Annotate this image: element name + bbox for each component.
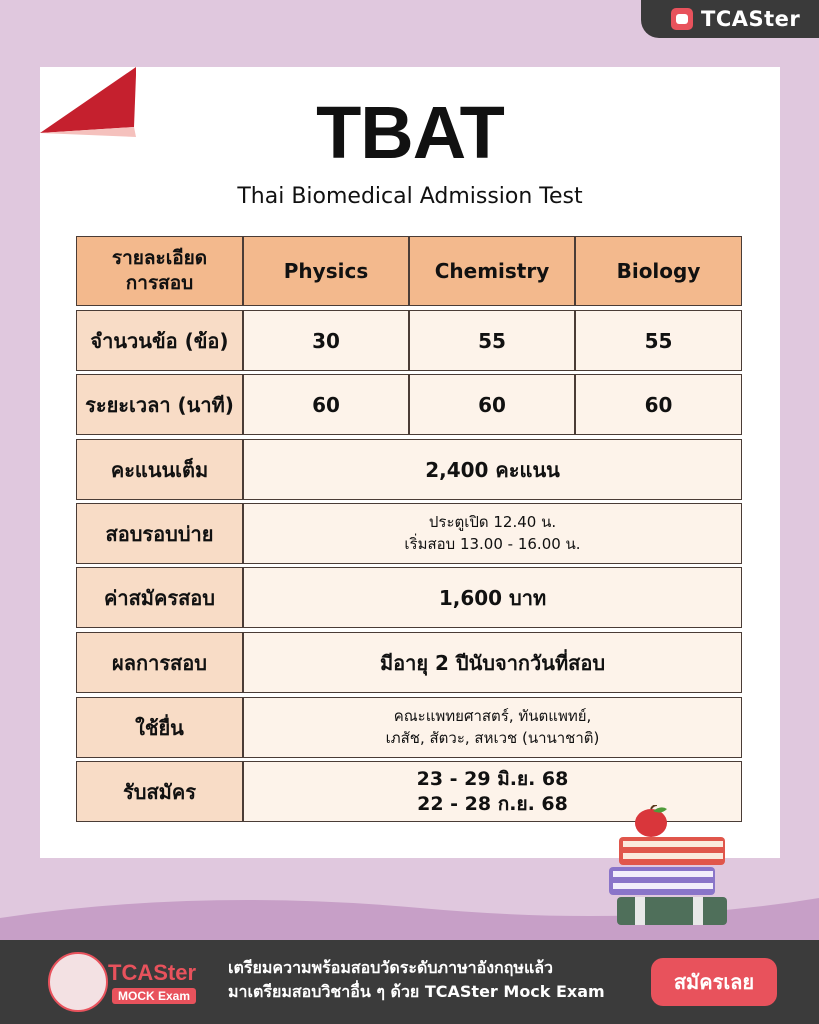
footer-message-line: เตรียมความพร้อมสอบวัดระดับภาษาอังกฤษแล้ว	[228, 958, 554, 977]
mock-logo-subtitle: MOCK Exam	[112, 988, 196, 1004]
row-value-line: 22 - 28 ก.ย. 68	[417, 792, 568, 815]
table-header-row	[76, 236, 742, 306]
row-value: มีอายุ 2 ปีนับจากวันที่สอบ	[243, 632, 742, 693]
footer-message	[228, 956, 605, 1004]
physics-value: 60	[243, 374, 409, 435]
books-apple-icon	[605, 805, 735, 927]
header-details-line1: รายละเอียด	[111, 247, 208, 270]
row-label: รับสมัคร	[76, 761, 243, 822]
header-biology: Biology	[575, 236, 742, 306]
table-row	[76, 503, 742, 564]
row-value	[243, 697, 742, 758]
chemistry-value: 60	[409, 374, 575, 435]
chemistry-value: 55	[409, 310, 575, 371]
table-row	[76, 374, 742, 435]
physics-value: 30	[243, 310, 409, 371]
header-details	[76, 236, 243, 306]
header-details-line2: การสอบ	[125, 272, 194, 294]
page-title: TBAT	[316, 91, 504, 174]
row-value-line: เภสัช, สัตวะ, สหเวช (นานาชาติ)	[385, 728, 600, 747]
row-label: ค่าสมัครสอบ	[76, 567, 243, 628]
brand-name: TCASter	[701, 7, 801, 31]
footer-message-line: มาเตรียมสอบวิชาอื่น ๆ ด้วย TCASter Mock Exam	[228, 982, 605, 1001]
table-row	[76, 310, 742, 371]
row-label: จำนวนข้อ (ข้อ)	[76, 310, 243, 371]
mock-exam-mascot-icon	[48, 952, 108, 1012]
page-subtitle: Thai Biomedical Admission Test	[237, 184, 583, 209]
brand-tab[interactable]	[641, 0, 819, 38]
row-label: ระยะเวลา (นาที)	[76, 374, 243, 435]
header-chemistry: Chemistry	[409, 236, 575, 306]
row-label: คะแนนเต็ม	[76, 439, 243, 500]
mock-logo-title: TCASter	[108, 960, 197, 985]
row-value: 2,400 คะแนน	[243, 439, 742, 500]
header-physics: Physics	[243, 236, 409, 306]
table-row	[76, 439, 742, 500]
row-label: ผลการสอบ	[76, 632, 243, 693]
biology-value: 55	[575, 310, 742, 371]
table-row	[76, 697, 742, 758]
register-button[interactable]: สมัครเลย	[651, 958, 777, 1006]
row-value-line: 23 - 29 มิ.ย. 68	[416, 767, 569, 790]
row-value-line: คณะแพทยศาสตร์, ทันตแพทย์,	[393, 706, 592, 725]
row-label: ใช้ยื่น	[76, 697, 243, 758]
row-value: 1,600 บาท	[243, 567, 742, 628]
row-value-line: เริ่มสอบ 13.00 - 16.00 น.	[404, 534, 581, 553]
row-value	[243, 503, 742, 564]
biology-value: 60	[575, 374, 742, 435]
row-label: สอบรอบบ่าย	[76, 503, 243, 564]
table-row	[76, 567, 742, 628]
row-value-line: ประตูเปิด 12.40 น.	[428, 512, 557, 531]
brand-logo-icon	[671, 8, 693, 30]
table-row	[76, 632, 742, 693]
